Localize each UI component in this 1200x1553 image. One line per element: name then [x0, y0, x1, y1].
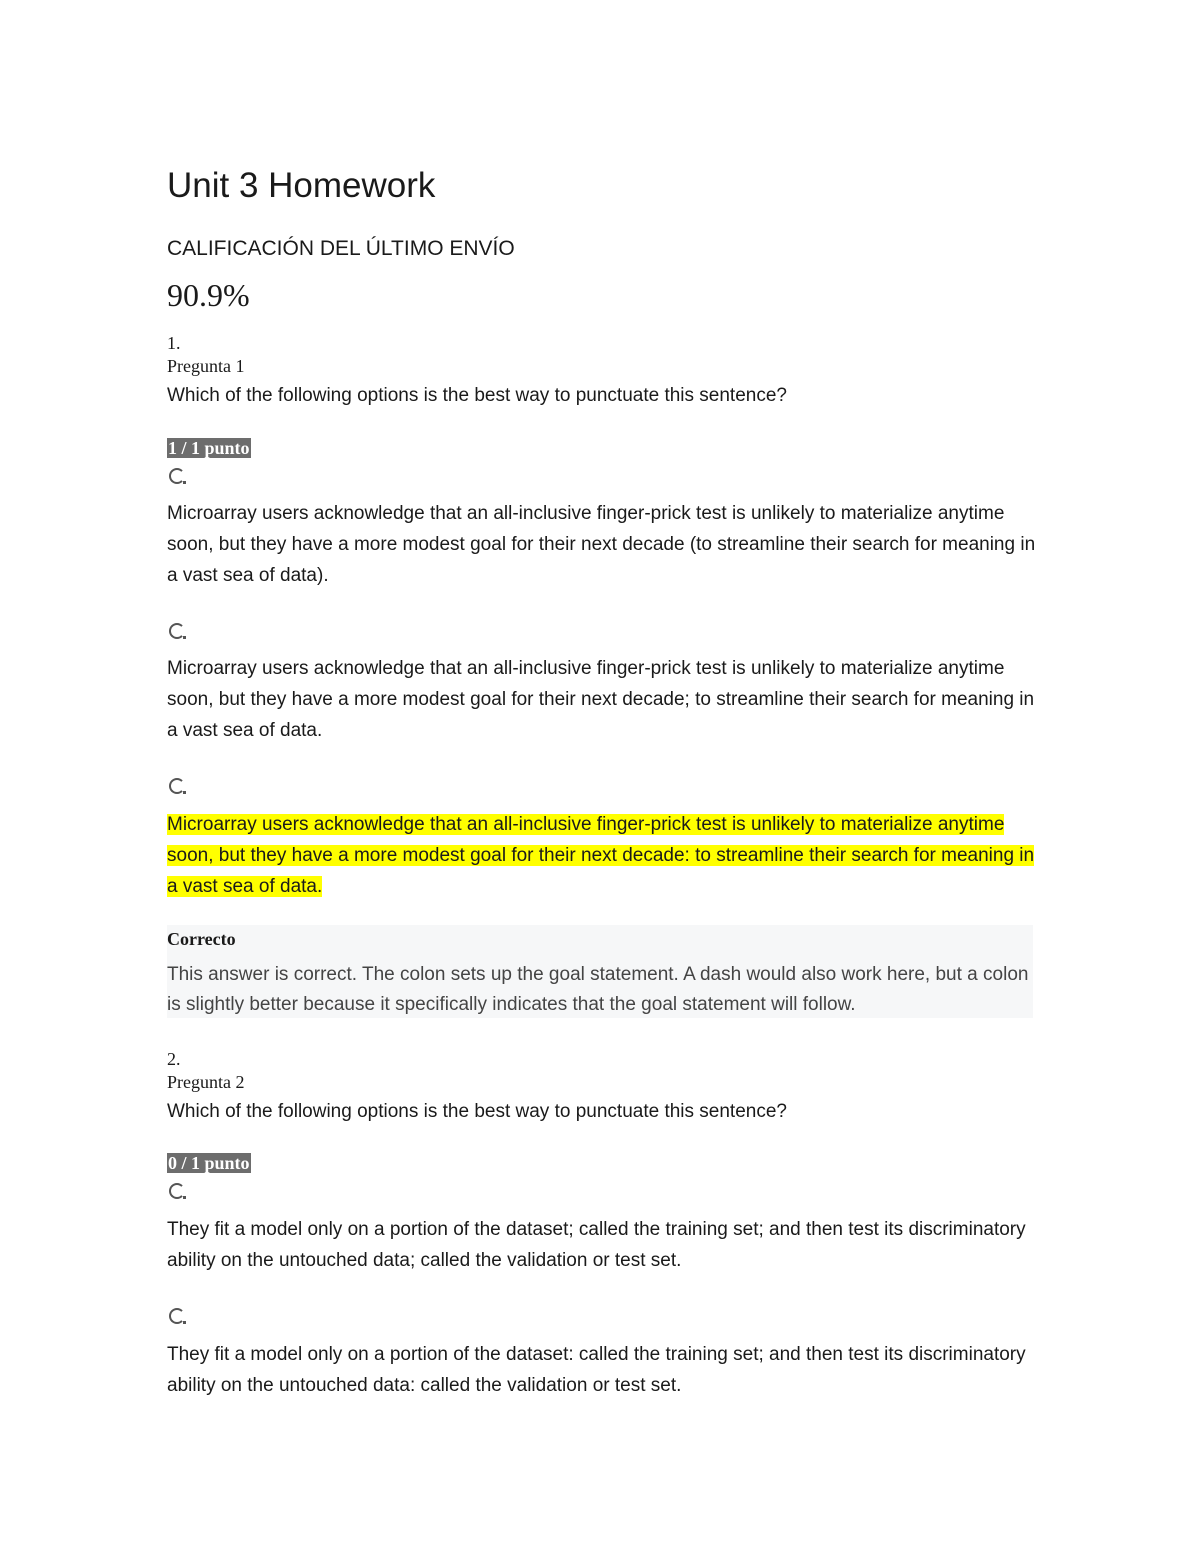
option-text: They fit a model only on a portion of the dataset: called the training set; and then test its discriminatory ability on the untouched data: called the validation or test set. — [167, 1344, 1026, 1396]
highlighted-answer: Microarray users acknowledge that an all-inclusive finger-prick test is unlikely to materialize anytime soon, but they have a more modest goal for their next decade: to streamline their search for meaning in a vast sea of data. — [167, 814, 1035, 897]
points-badge: 1 / 1 punto — [168, 438, 250, 458]
option-text-selected — [167, 809, 1037, 902]
radio-option-2a[interactable] — [169, 1183, 185, 1199]
radio-option-1b[interactable] — [169, 623, 185, 639]
question-prompt: Which of the following options is the best way to punctuate this sentence? — [167, 385, 787, 406]
option-text: Microarray users acknowledge that an all-inclusive finger-prick test is unlikely to materialize anytime soon, but they have a more modest goal for their next decade (to streamline their search for meaning in a vast sea of data). — [167, 503, 1036, 586]
question-number: 2. — [167, 1049, 181, 1069]
grade-label: CALIFICACIÓN DEL ÚLTIMO ENVÍO — [167, 237, 515, 260]
option-text: Microarray users acknowledge that an all-inclusive finger-prick test is unlikely to materialize anytime soon, but they have a more modest goal for their next decade; to streamline their search for meaning in a vast sea of data. — [167, 658, 1035, 741]
feedback-text: This answer is correct. The colon sets up the goal statement. A dash would also work here, but a colon is slightly better because it specifically indicates that the goal statement will follow. — [167, 964, 1029, 1015]
radio-option-1a[interactable] — [169, 468, 185, 484]
question-number: 1. — [167, 333, 181, 353]
grade-value: 90.9% — [167, 277, 250, 313]
question-name: Pregunta 2 — [167, 1072, 245, 1092]
option-text: They fit a model only on a portion of the dataset; called the training set; and then test its discriminatory ability on the untouched data; called the validation or test set. — [167, 1219, 1026, 1271]
question-prompt: Which of the following options is the best way to punctuate this sentence? — [167, 1101, 787, 1122]
question-name: Pregunta 1 — [167, 356, 245, 376]
page-title: Unit 3 Homework — [167, 166, 436, 205]
points-badge: 0 / 1 punto — [168, 1153, 250, 1173]
radio-option-2b[interactable] — [169, 1308, 185, 1324]
feedback-title: Correcto — [167, 929, 236, 949]
feedback-box — [167, 925, 1033, 1018]
radio-option-1c[interactable] — [169, 778, 185, 794]
